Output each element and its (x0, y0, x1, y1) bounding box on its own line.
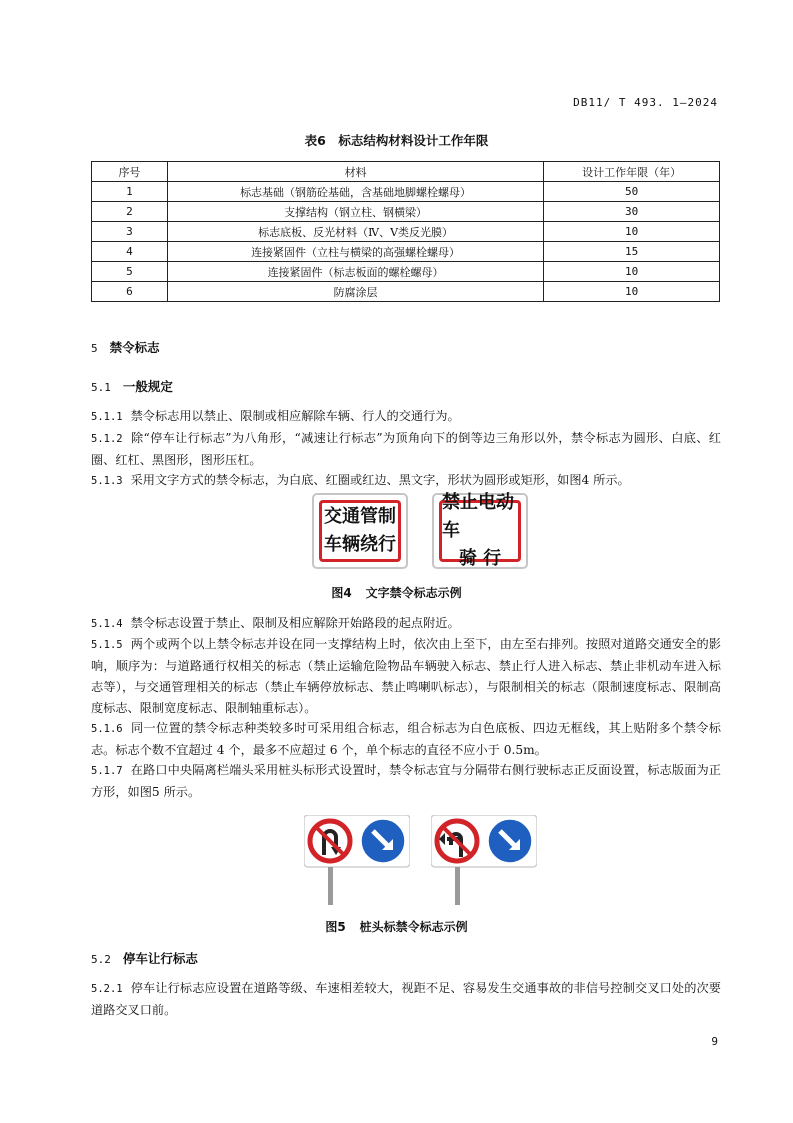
table-cell: 10 (544, 262, 720, 282)
sign-text-line: 禁止电动车 (442, 492, 514, 541)
col-header-material: 材料 (167, 162, 543, 182)
table-cell: 标志底板、反光材料（Ⅳ、Ⅴ类反光膜） (167, 222, 543, 242)
section-number: 5.2 (91, 953, 111, 966)
sign-post (455, 867, 460, 905)
table-cell: 支撑结构（钢立柱、钢横梁） (167, 202, 543, 222)
clause-5-1-1 (91, 406, 721, 428)
clause-5-1-3 (91, 470, 721, 492)
clause-text: 停车让行标志应设置在道路等级、车速相差较大，视距不足、容易发生交通事故的非信号控制交叉口处的次要道路交叉口前。 (91, 981, 721, 1017)
clause-number: 5.1.3 (91, 475, 123, 487)
sign-text-line: 骑 行 (458, 548, 502, 569)
clause-number: 5.1.5 (91, 639, 123, 651)
section-title: 禁令标志 (109, 340, 160, 355)
figure-number: 图5 (325, 920, 346, 934)
table-cell: 5 (92, 262, 168, 282)
material-lifetime-table (91, 161, 720, 302)
clause-text: 禁令标志设置于禁止、限制及相应解除开始路段的起点附近。 (130, 616, 460, 630)
section-5-2-heading (91, 949, 198, 967)
pile-sign-no-left-turn (431, 815, 537, 905)
text-prohibition-sign-traffic-control (312, 493, 408, 569)
clause-number: 5.1.2 (91, 433, 123, 445)
sign-red-border (319, 500, 401, 562)
table-cell: 标志基础（钢筋砼基础，含基础地脚螺栓螺母） (167, 182, 543, 202)
table-cell: 4 (92, 242, 168, 262)
clause-5-1-2 (91, 428, 721, 471)
section-number: 5.1 (91, 381, 111, 394)
clause-text: 禁令标志用以禁止、限制或相应解除车辆、行人的交通行为。 (130, 409, 460, 423)
no-left-turn-and-u-turn-icon (437, 821, 477, 861)
table-cell: 10 (544, 222, 720, 242)
table-cell: 2 (92, 202, 168, 222)
table-cell: 10 (544, 282, 720, 302)
sign-post (328, 867, 333, 905)
text-prohibition-sign-no-ebike (432, 493, 528, 569)
table-cell: 连接紧固件（立柱与横梁的高强螺栓螺母） (167, 242, 543, 262)
table-row (92, 262, 720, 282)
figure-5-caption (0, 918, 793, 935)
figure-title: 桩头标禁令标志示例 (359, 920, 468, 934)
page-number: 9 (711, 1035, 718, 1048)
clause-number: 5.1.6 (91, 723, 123, 735)
table-cell: 15 (544, 242, 720, 262)
table-row (92, 202, 720, 222)
figure-4-caption (0, 584, 793, 601)
table-row (92, 222, 720, 242)
clause-text: 同一位置的禁令标志种类较多时可采用组合标志，组合标志为白色底板、四边无框线，其上贴附多个禁令标志。标志个数不宜超过 4 个，最多不应超过 6 个，单个标志的直径不应小于 0.5m。 (91, 721, 721, 757)
section-5-heading (91, 338, 160, 356)
sign-text-line: 车辆绕行 (324, 534, 396, 555)
clause-text: 采用文字方式的禁令标志，为白底、红圈或红边、黑文字，形状为圆形或矩形，如图4 所示。 (130, 473, 630, 487)
table-header-row (92, 162, 720, 182)
clause-5-2-1 (91, 978, 721, 1021)
figure-title: 文字禁令标志示例 (365, 586, 462, 600)
table-cell: 50 (544, 182, 720, 202)
section-number: 5 (91, 342, 98, 355)
document-code: DB11/ T 493. 1—2024 (573, 96, 718, 109)
table-cell: 连接紧固件（标志板面的螺栓螺母） (167, 262, 543, 282)
table-cell: 3 (92, 222, 168, 242)
col-header-years: 设计工作年限（年） (544, 162, 720, 182)
pile-sign-no-u-turn (304, 815, 410, 905)
table-cell: 30 (544, 202, 720, 222)
col-header-index: 序号 (92, 162, 168, 182)
clause-5-1-6 (91, 718, 721, 761)
clause-text: 两个或两个以上禁令标志并设在同一支撑结构上时，依次由上至下，由左至右排列。按照对道路交通安全的影响，顺序为：与道路通行权相关的标志（禁止运输危险物品车辆驶入标志、禁止行人进入标志、禁止非机动车进入标志等），与交通管理相关的标志（禁止车辆停放标志、禁止鸣喇叭标志），与限制相关的标志（限制速度标志、限制高度标志、限制宽度标志、限制轴重标志）。 (91, 637, 721, 715)
table-title: 表6 标志结构材料设计工作年限 (304, 133, 489, 148)
table-row (92, 242, 720, 262)
no-u-turn-icon (310, 821, 350, 861)
clause-number: 5.1.4 (91, 618, 123, 630)
clause-number: 5.1.7 (91, 765, 123, 777)
table-row (92, 282, 720, 302)
figure-number: 图4 (331, 586, 352, 600)
table-cell: 1 (92, 182, 168, 202)
table-cell: 6 (92, 282, 168, 302)
clause-5-1-5 (91, 634, 721, 719)
clause-number: 5.1.1 (91, 411, 123, 423)
clause-text: 除“停车让行标志”为八角形，“减速让行标志”为顶角向下的倒等边三角形以外，禁令标志为圆形、白底、红圈、红杠、黑图形，图形压杠。 (91, 431, 721, 467)
clause-5-1-4 (91, 613, 721, 635)
sign-red-border (439, 492, 521, 569)
clause-number: 5.2.1 (91, 983, 123, 995)
section-5-1-heading (91, 377, 173, 395)
section-title: 一般规定 (122, 379, 173, 394)
table-row (92, 182, 720, 202)
section-title: 停车让行标志 (122, 951, 198, 966)
clause-text: 在路口中央隔离栏端头采用桩头标形式设置时，禁令标志宜与分隔带右侧行驶标志正反面设置，标志版面为正方形，如图5 所示。 (91, 763, 721, 799)
table-cell: 防腐涂层 (167, 282, 543, 302)
keep-right-icon (488, 819, 532, 863)
keep-right-icon (361, 819, 405, 863)
clause-5-1-7 (91, 760, 721, 803)
sign-text-line: 交通管制 (324, 506, 396, 527)
